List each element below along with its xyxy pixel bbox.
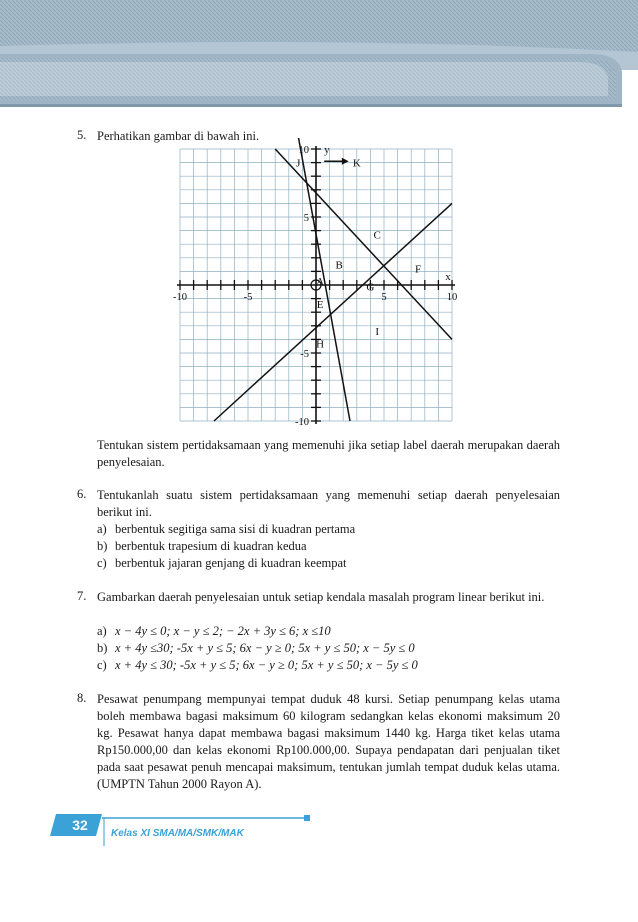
region-label: K	[352, 157, 361, 170]
question-number: 6.	[77, 487, 87, 501]
coordinate-graph	[166, 138, 466, 438]
question-number: 7.	[77, 589, 87, 603]
y-tick-label: 10	[298, 145, 309, 156]
region-label: E	[316, 299, 324, 312]
y-tick-label: -10	[295, 417, 309, 428]
region-label: F	[414, 263, 422, 276]
region-label: B	[335, 259, 343, 272]
region-label: H	[316, 338, 325, 351]
page-number: 32	[72, 817, 88, 833]
region-label: C	[373, 229, 381, 242]
question-text: Perhatikan gambar di bawah ini.	[97, 129, 260, 143]
region-label: G	[366, 281, 375, 294]
list-item: b) x + 4y ≤30; -5x + y ≤ 5; 6x − y ≥ 0; 5x + y ≤ 50; x − 5y ≤ 0	[97, 641, 415, 655]
header-banner	[0, 0, 638, 112]
y-axis-label: y	[324, 144, 330, 156]
y-tick-label: -5	[300, 349, 309, 360]
k-arrow-head	[342, 158, 349, 165]
region-label: J	[296, 157, 301, 170]
question-text: Tentukanlah suatu sistem pertidaksamaan yang memenuhi setiap daerah penyelesaian berikut ini.	[97, 488, 560, 519]
list-item: b) berbentuk trapesium di kuadran kedua	[97, 539, 307, 553]
y-tick-label: 5	[303, 213, 309, 224]
list-item: a) x − 4y ≤ 0; x − y ≤ 2; − 2x + 3y ≤ 6; x ≤10	[97, 624, 331, 638]
question-followup: Tentukan sistem pertidaksamaan yang memenuhi jika setiap label daerah merupakan daerah penyelesaian.	[97, 438, 560, 469]
list-item: c) x + 4y ≤ 30; -5x + y ≤ 5; 6x − y ≥ 0; 5x + y ≤ 50; x − 5y ≤ 0	[97, 658, 418, 672]
x-tick-label: 10	[446, 292, 458, 303]
x-tick-label: 5	[381, 292, 387, 303]
book-title: Kelas XI SMA/MA/SMK/MAK	[111, 828, 244, 839]
region-label: A	[316, 275, 325, 288]
answer-list	[97, 521, 355, 572]
constraint-list	[97, 623, 418, 674]
x-tick-label: -5	[243, 292, 253, 303]
question-text: Pesawat penumpang mempunyai tempat duduk 48 kursi. Setiap penumpang kelas utama boleh membawa bagasi maksimum 60 kilogram sedangkan kelas ekonomi maksimum 20 kg. Pesawat hanya dapat membawa bagasi maksimum 1440 kg. Harga tiket kelas utama Rp150.000,00 dan kelas ekonomi Rp100.000,00. Supaya pendapatan dari penjualan tiket pada saat pesawat penuh mencapai maksimum, tentukan jumlah tempat duduk kelas utama. (UMPTN Tahun 2000 Rayon A).	[97, 692, 560, 791]
question-number: 5.	[77, 128, 87, 142]
list-item: a) berbentuk segitiga sama sisi di kuadran pertama	[97, 522, 356, 536]
x-tick-label: -10	[173, 292, 187, 303]
region-label: I	[375, 326, 380, 339]
question-text: Gambarkan daerah penyelesaian untuk setiap kendala masalah program linear berikut ini.	[97, 590, 545, 604]
x-axis-label: x	[445, 271, 451, 283]
question-number: 8.	[77, 691, 87, 705]
list-item: c) berbentuk jajaran genjang di kuadran keempat	[97, 556, 347, 570]
